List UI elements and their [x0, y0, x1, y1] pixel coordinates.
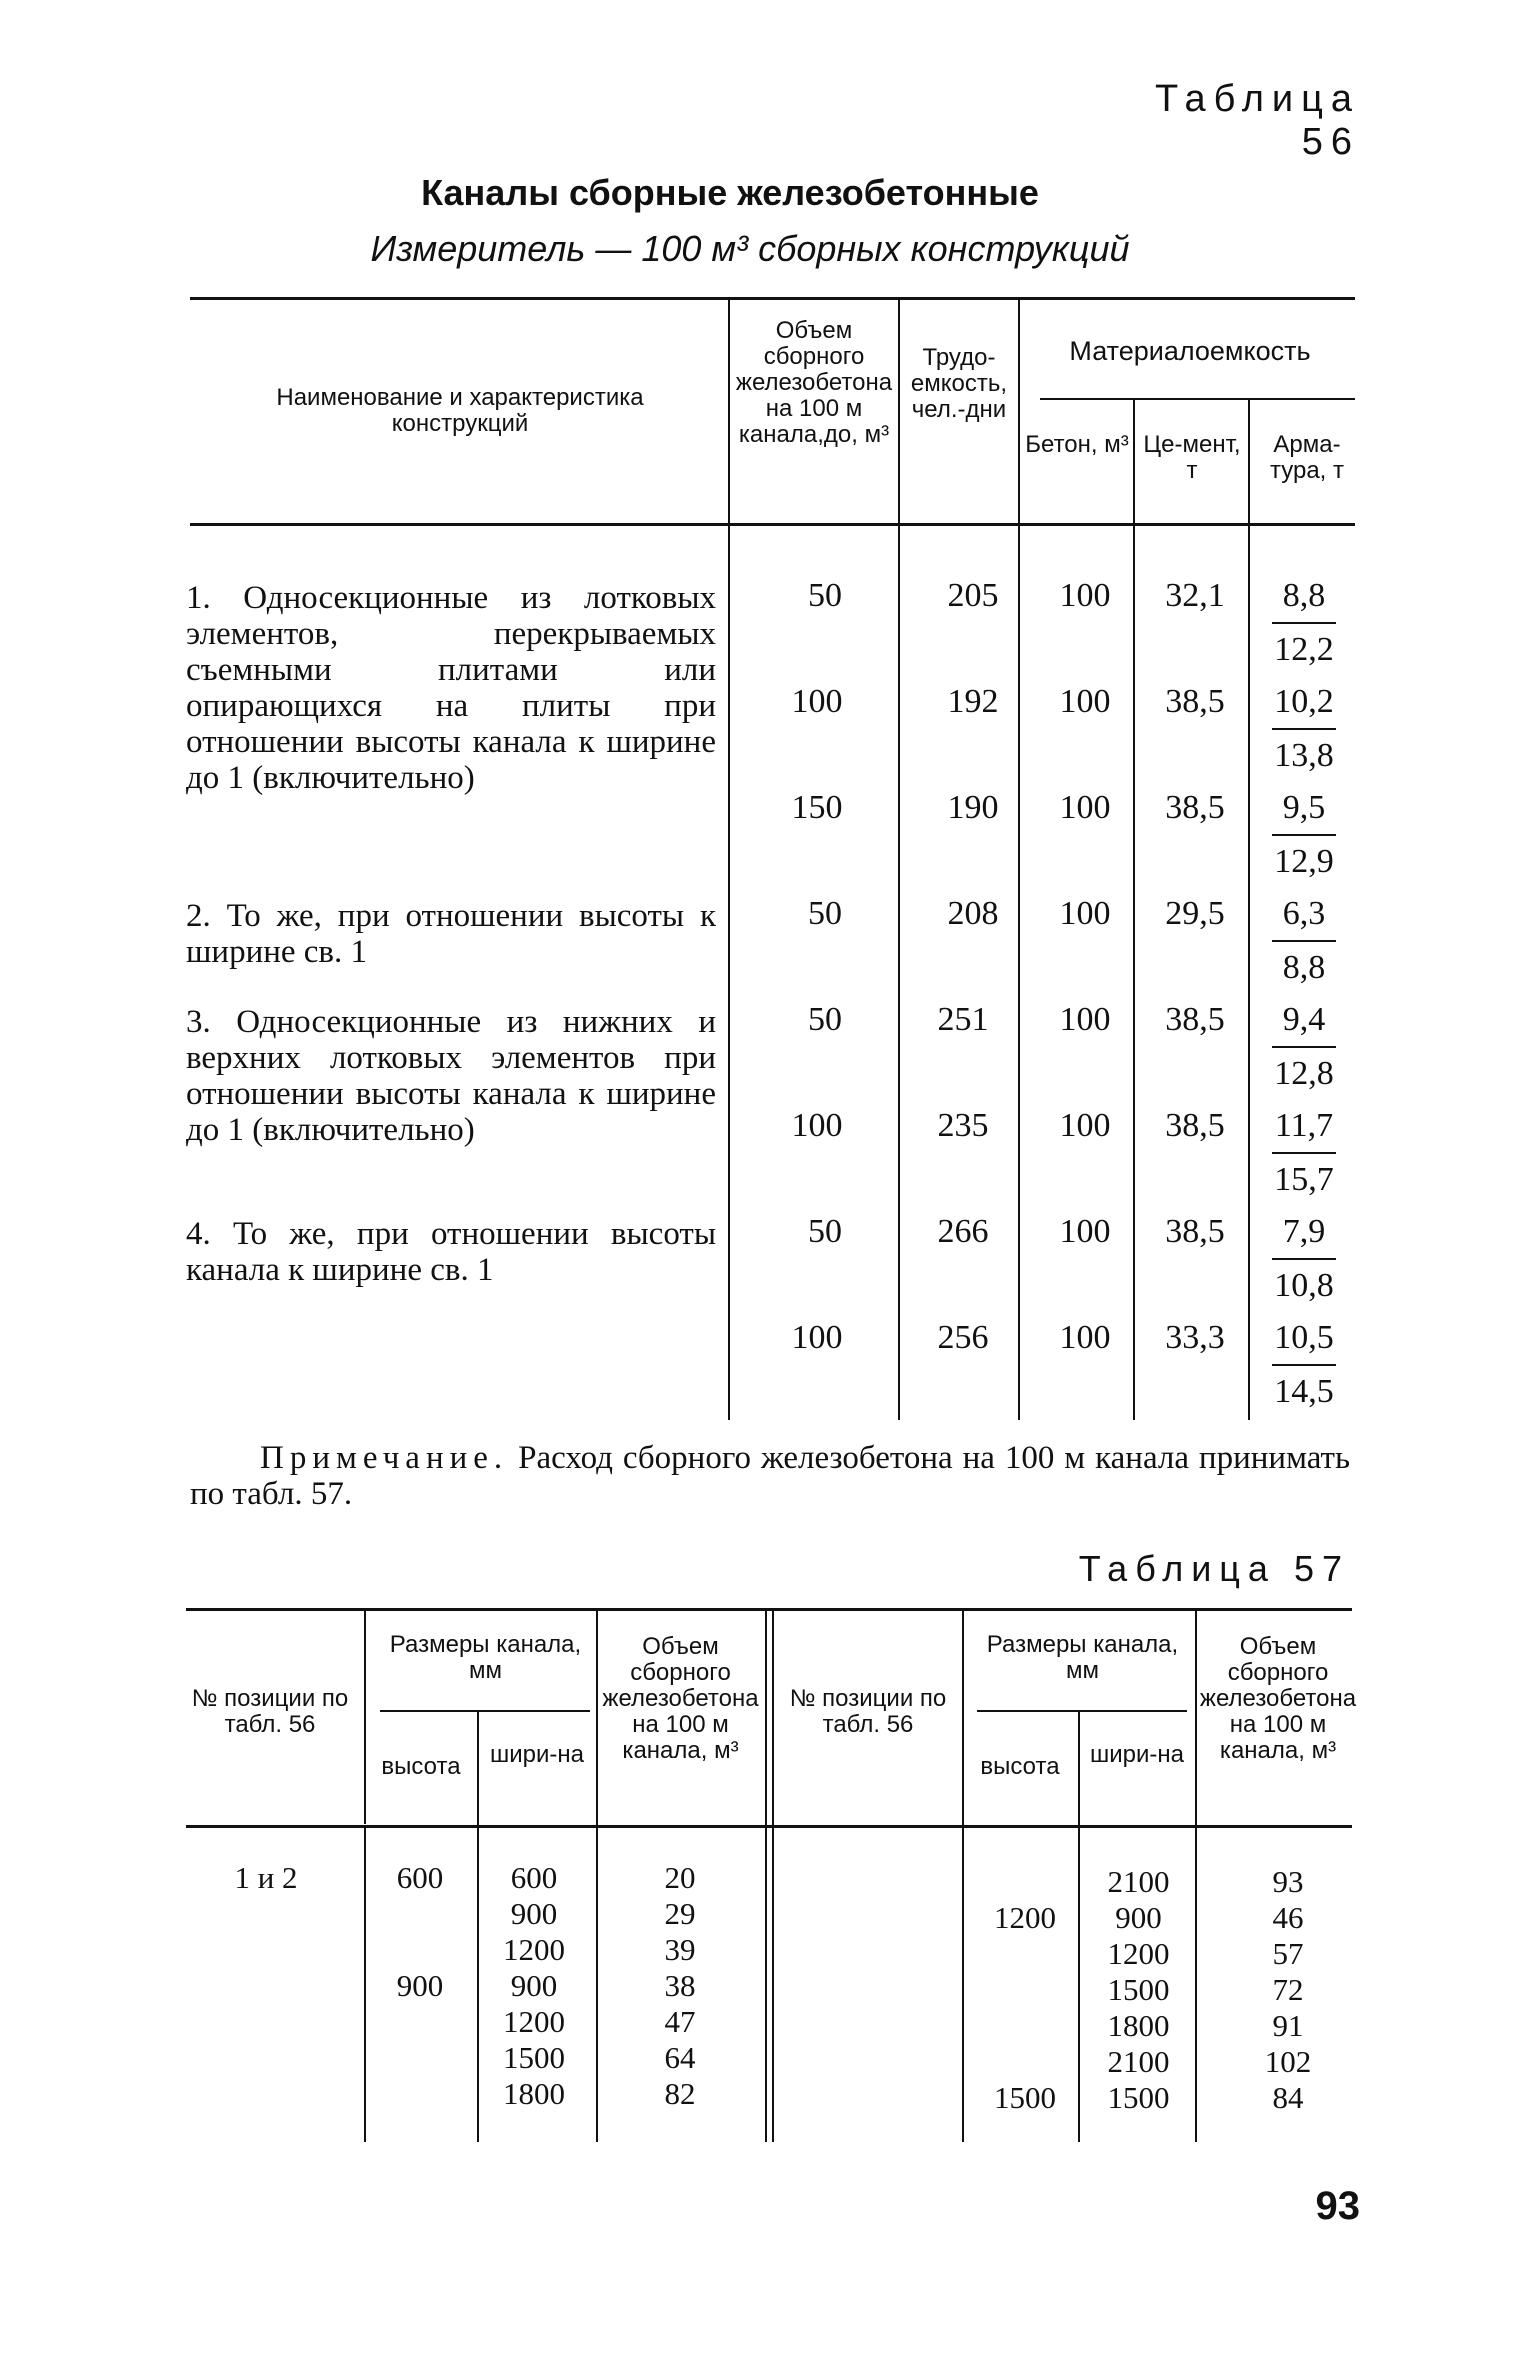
t57-height	[970, 1936, 1080, 1972]
t56-header-name: Наименование и характеристика конструкций	[276, 384, 644, 437]
rebar-bottom: 13,8	[1274, 737, 1334, 774]
t56-rebar	[1264, 684, 1344, 774]
t56-item-1: 1. Односекционные из лотковых элементов, перекрываемых съемными плитами или опирающихся на плиты при отношении высоты канала к ширине до 1 (включительно)	[186, 580, 716, 796]
t57-left-widths	[484, 1860, 584, 2112]
t57-width: 900	[510, 1896, 558, 1931]
t56-concrete: 100	[1059, 1107, 1111, 1144]
t56-rebar	[1264, 1002, 1344, 1092]
t56-materials-rule	[1040, 398, 1355, 400]
t56-volume: 150	[791, 789, 843, 826]
t57-width: 1200	[503, 2004, 565, 2039]
t56-col-line-2	[898, 300, 900, 1420]
t56-concrete: 100	[1059, 1001, 1111, 1038]
t57-height	[970, 2008, 1080, 2044]
rebar-top: 8,8	[1272, 578, 1336, 624]
t56-header-rebar: Арма-тура, т	[1269, 431, 1344, 484]
t56-cement: 38,5	[1165, 1107, 1225, 1144]
t57-height: 900	[396, 1968, 444, 2003]
t56-rebar	[1264, 578, 1344, 668]
t57-volume: 57	[1272, 1936, 1304, 1971]
t57-left-heights	[370, 1860, 470, 2112]
t57-header-rule	[186, 1825, 1352, 1828]
t57-volume: 20	[664, 1860, 696, 1895]
t57-header-width-left: шири-на	[489, 1741, 584, 1768]
page-number: 93	[1315, 2184, 1360, 2228]
t57-width: 1800	[1107, 2008, 1170, 2043]
t56-labor: 256	[937, 1319, 989, 1356]
table56-title: Каналы сборные железобетонные	[421, 172, 1039, 213]
t57-volume: 39	[664, 1932, 696, 1967]
t57-width: 900	[1115, 1900, 1162, 1935]
t56-concrete: 100	[1059, 895, 1111, 932]
t56-labor: 208	[947, 895, 999, 932]
t56-header-materials: Материалоемкость	[1069, 336, 1311, 366]
t57-col-line-4b	[772, 1611, 774, 2142]
t57-height	[370, 2004, 470, 2040]
rebar-top: 9,4	[1272, 1002, 1336, 1048]
rebar-bottom: 12,8	[1274, 1055, 1334, 1092]
t56-concrete: 100	[1059, 1213, 1111, 1250]
t56-header-cement: Це-мент, т	[1143, 431, 1241, 484]
t57-header-size-right: Размеры канала, мм	[986, 1631, 1179, 1684]
t57-top-rule	[186, 1608, 1352, 1611]
note-label: Примечание.	[260, 1440, 509, 1476]
t57-header-volume-right: Объем сборного железобетона на 100 м канала, м³	[1199, 1633, 1357, 1764]
t56-labor: 205	[947, 577, 999, 614]
rebar-bottom: 14,5	[1274, 1373, 1334, 1410]
t57-right-heights	[970, 1864, 1080, 2116]
t57-width: 600	[510, 1860, 558, 1895]
t57-header-height-right: высота	[980, 1753, 1060, 1780]
t56-header-labor: Трудо-емкость, чел.-дни	[910, 344, 1008, 423]
table57-label: Таблица 57	[1078, 1548, 1350, 1589]
t57-left-position: 1 и 2	[234, 1860, 298, 1895]
t56-cement: 38,5	[1165, 789, 1225, 826]
t57-volume: 82	[664, 2076, 696, 2111]
t57-volume: 84	[1272, 2080, 1304, 2115]
t57-height	[370, 1932, 470, 1968]
rebar-bottom: 12,2	[1274, 631, 1334, 668]
t57-width: 2100	[1107, 1864, 1170, 1899]
t57-volume: 72	[1272, 1972, 1304, 2007]
rebar-bottom: 8,8	[1282, 949, 1326, 986]
t57-left-volumes	[630, 1860, 730, 2112]
t57-height	[370, 2040, 470, 2076]
t56-rebar	[1264, 1320, 1344, 1410]
t57-size-rule-left	[380, 1710, 590, 1712]
t56-rebar	[1264, 1108, 1344, 1198]
t56-volume: 50	[808, 1213, 842, 1250]
rebar-top: 7,9	[1272, 1214, 1336, 1260]
t56-header-concrete: Бетон, м³	[1025, 431, 1129, 458]
t56-labor: 266	[937, 1213, 989, 1250]
t57-right-widths	[1086, 1864, 1191, 2116]
t57-height	[970, 1972, 1080, 2008]
t57-col-line-2	[477, 1712, 479, 2142]
note-text: Расход сборного железобетона на 100 м канала принимать по табл. 57.	[190, 1440, 1350, 1512]
t57-width: 2100	[1107, 2044, 1170, 2079]
rebar-top: 10,5	[1272, 1320, 1336, 1366]
t57-right-volumes	[1238, 1864, 1338, 2116]
t57-width: 1500	[503, 2040, 565, 2075]
t56-cement: 29,5	[1165, 895, 1225, 932]
t57-col-line-5	[962, 1611, 964, 2142]
t56-volume: 100	[791, 1319, 843, 1356]
t56-header-rule	[190, 523, 1355, 526]
t57-width: 1200	[1107, 1936, 1170, 1971]
t56-cement: 33,3	[1165, 1319, 1225, 1356]
t57-header-position-left: № позиции по табл. 56	[191, 1685, 349, 1738]
t57-header-position-right: № позиции по табл. 56	[789, 1685, 947, 1738]
t57-header-volume-left: Объем сборного железобетона на 100 м канала, м³	[602, 1633, 759, 1764]
t57-volume: 64	[664, 2040, 696, 2075]
t56-cement: 38,5	[1165, 1001, 1225, 1038]
t57-height: 1500	[994, 2080, 1056, 2115]
t56-labor: 192	[947, 683, 999, 720]
t57-volume: 47	[664, 2004, 696, 2039]
t56-cement: 38,5	[1165, 1213, 1225, 1250]
t57-height	[970, 2044, 1080, 2080]
t56-col-line-1	[728, 300, 730, 1420]
t57-header-width-right: шири-на	[1089, 1741, 1184, 1768]
t56-volume: 100	[791, 683, 843, 720]
t56-volume: 50	[808, 895, 842, 932]
t56-volume: 100	[791, 1107, 843, 1144]
t57-volume: 93	[1272, 1864, 1304, 1899]
t57-width: 1800	[503, 2076, 565, 2111]
t57-volume: 38	[664, 1968, 696, 2003]
t57-volume: 91	[1272, 2008, 1304, 2043]
t56-rebar	[1264, 790, 1344, 880]
t56-volume: 50	[808, 1001, 842, 1038]
rebar-top: 10,2	[1272, 684, 1336, 730]
t57-volume: 102	[1264, 2044, 1312, 2079]
rebar-top: 9,5	[1272, 790, 1336, 836]
rebar-bottom: 12,9	[1274, 843, 1334, 880]
table56-label: Таблица 56	[1155, 78, 1360, 163]
t56-top-rule	[190, 297, 1355, 300]
t57-volume: 46	[1272, 1900, 1304, 1935]
t56-rebar	[1264, 896, 1344, 986]
t57-width: 1500	[1107, 2080, 1170, 2115]
t56-item-3: 3. Односекционные из нижних и верхних лотковых элементов при отношении высоты канала к ширине до 1 (включительно)	[186, 1004, 716, 1148]
t57-size-rule-right	[977, 1710, 1187, 1712]
rebar-bottom: 10,8	[1274, 1267, 1334, 1304]
t57-col-line-1	[364, 1611, 366, 1824]
t57-width: 900	[510, 1968, 558, 2003]
t56-col-line-3	[1018, 300, 1020, 1420]
t56-labor: 190	[947, 789, 999, 826]
t56-volume: 50	[808, 577, 842, 614]
t57-col-line-4a	[765, 1611, 767, 2142]
table56-unit: Измеритель — 100 м³ сборных конструкций	[370, 228, 1130, 269]
t57-volume: 29	[664, 1896, 696, 1931]
t56-cement: 32,1	[1165, 577, 1225, 614]
t57-header-size-left: Размеры канала, мм	[389, 1631, 582, 1684]
t56-concrete: 100	[1059, 789, 1111, 826]
t57-height: 600	[396, 1860, 444, 1895]
t57-height	[970, 1864, 1080, 1900]
t57-height	[370, 2076, 470, 2112]
t56-item-4: 4. То же, при отношении высоты канала к ширине св. 1	[186, 1216, 716, 1288]
t57-col-line-1-body	[364, 1828, 366, 2142]
t56-concrete: 100	[1059, 1319, 1111, 1356]
rebar-bottom: 15,7	[1274, 1161, 1334, 1198]
t57-height: 1200	[994, 1900, 1056, 1935]
t56-item-2: 2. То же, при отношении высоты к ширине св. 1	[186, 898, 716, 970]
t56-header-volume: Объем сборного железобетона на 100 м канала,до, м³	[735, 317, 893, 448]
t56-concrete: 100	[1059, 577, 1111, 614]
t56-note	[190, 1440, 1350, 1512]
t56-concrete: 100	[1059, 683, 1111, 720]
rebar-top: 11,7	[1272, 1108, 1336, 1154]
t57-width: 1200	[503, 1932, 565, 1967]
t56-rebar	[1264, 1214, 1344, 1304]
t56-cement: 38,5	[1165, 683, 1225, 720]
t56-labor: 235	[937, 1107, 989, 1144]
t57-header-height-left: высота	[381, 1753, 461, 1780]
t56-labor: 251	[937, 1001, 989, 1038]
rebar-top: 6,3	[1272, 896, 1336, 942]
t57-height	[370, 1896, 470, 1932]
t57-col-line-7	[1195, 1611, 1197, 2142]
t57-width: 1500	[1107, 1972, 1170, 2007]
